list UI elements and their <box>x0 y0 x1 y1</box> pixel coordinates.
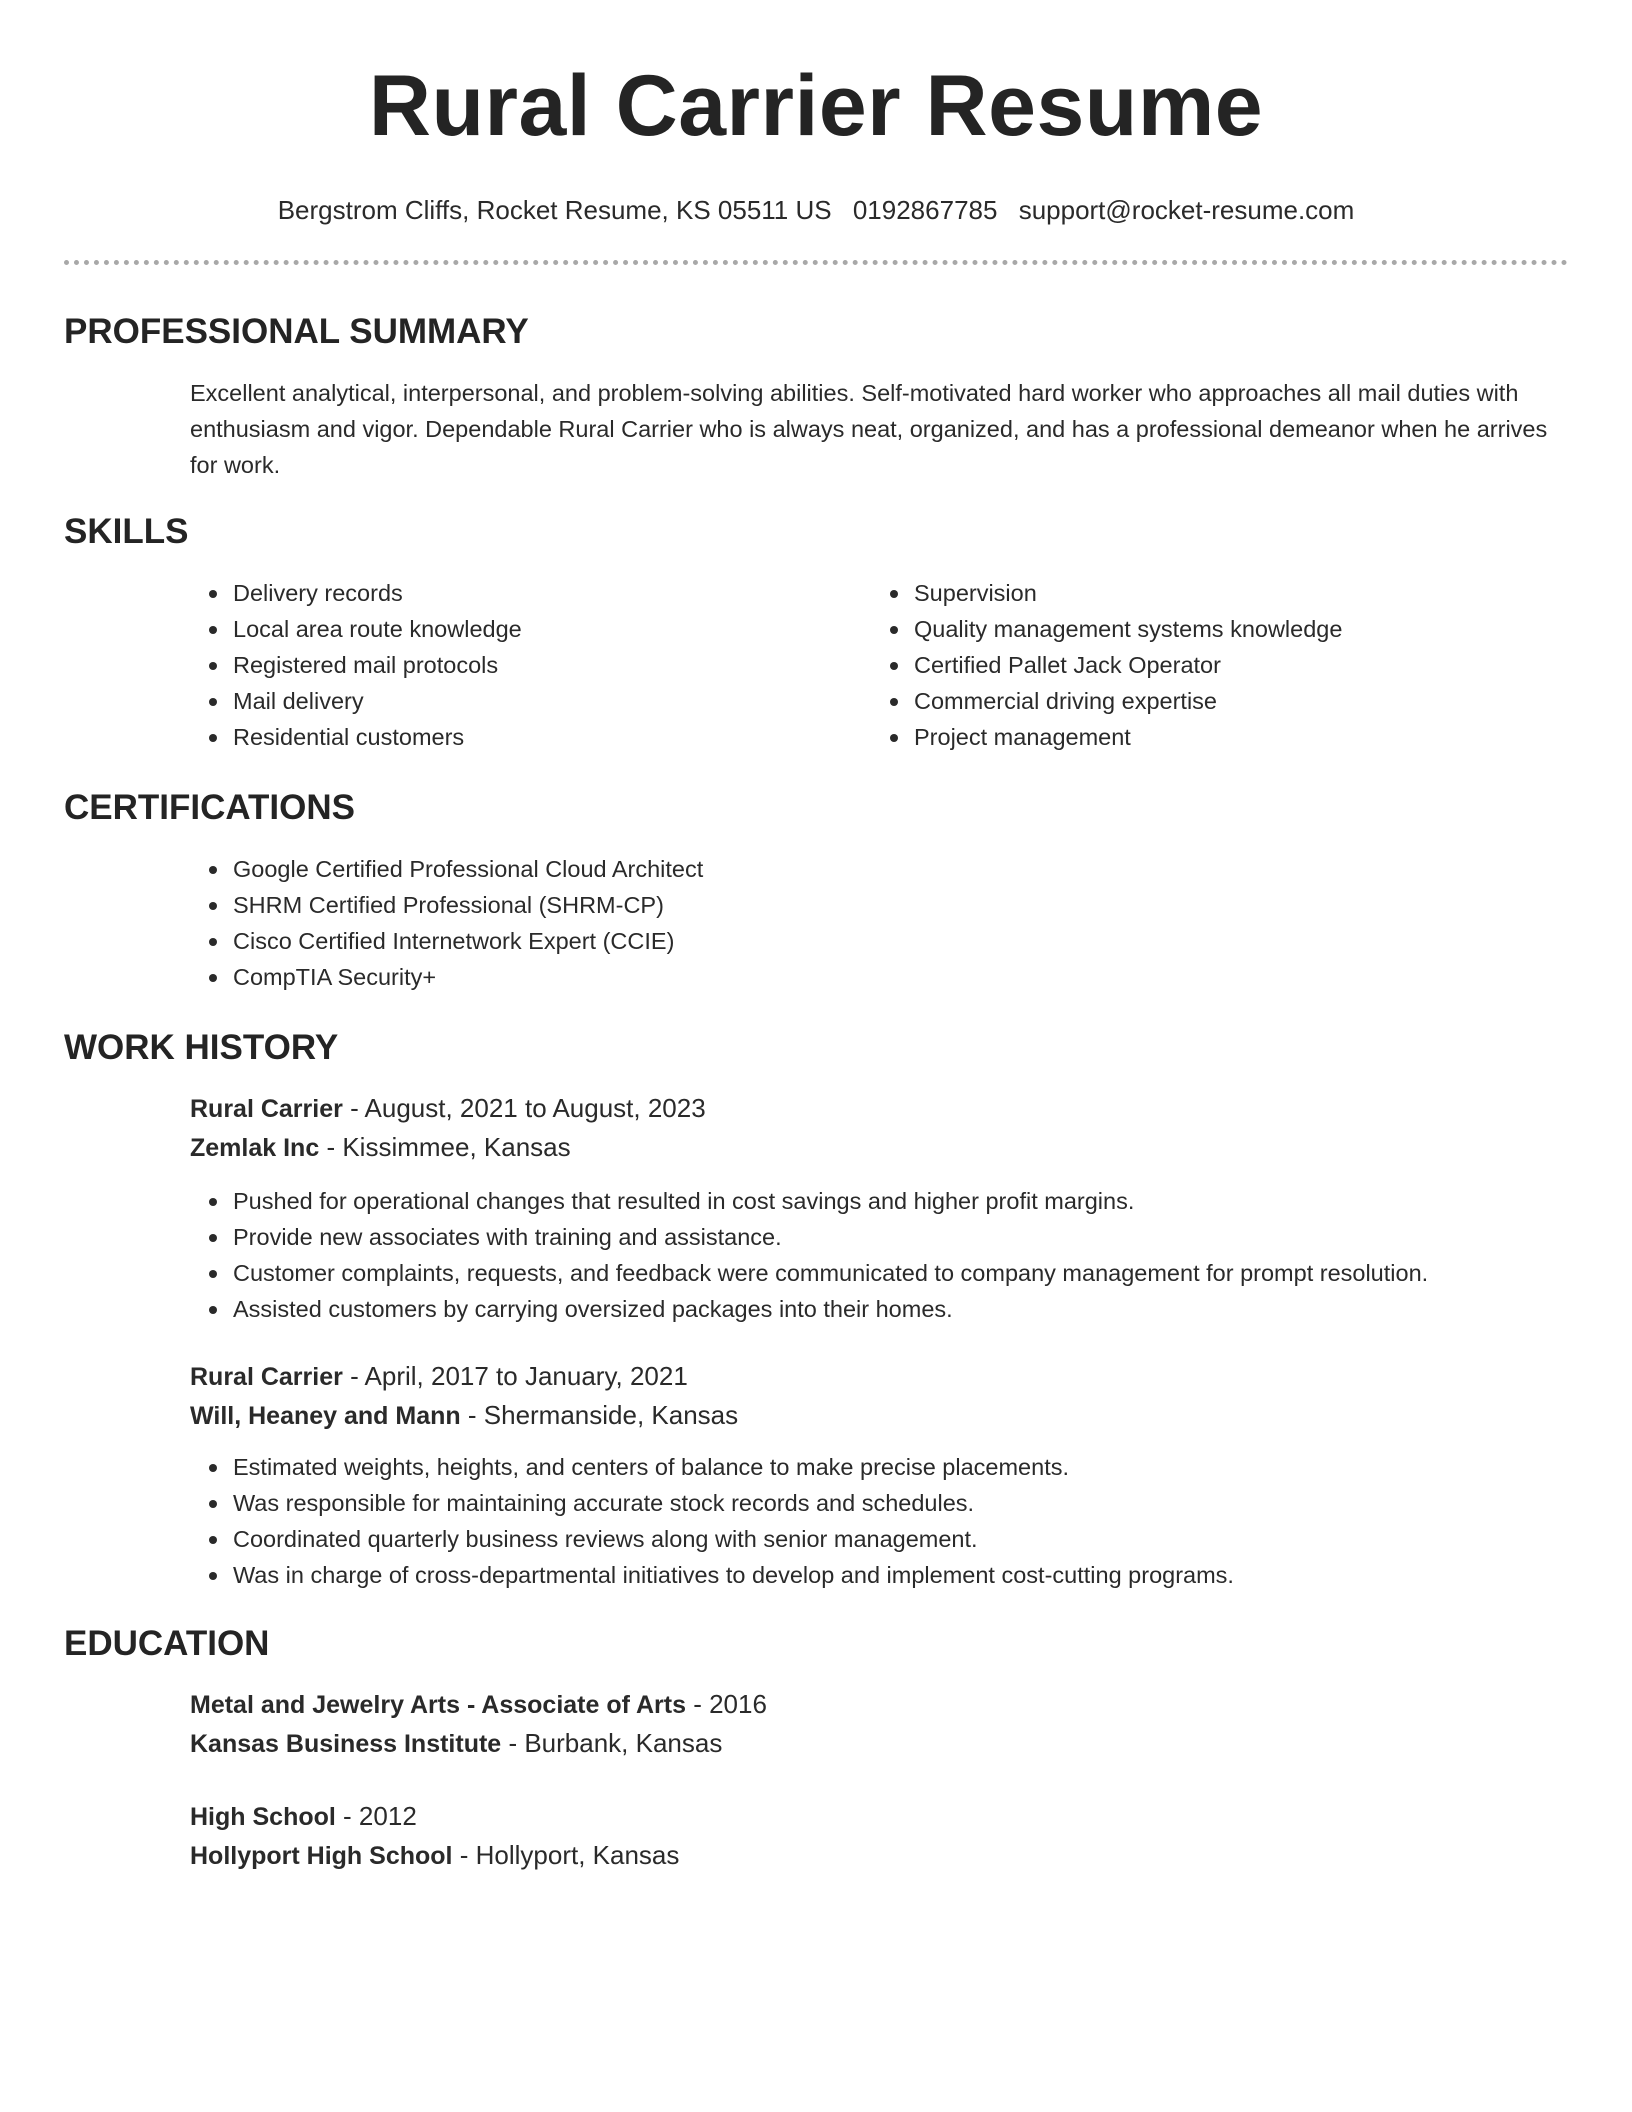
skill-item: Certified Pallet Jack Operator <box>914 647 1342 683</box>
skill-item: Mail delivery <box>233 683 914 719</box>
job-bullet: Was in charge of cross-departmental initiatives to develop and implement cost-cutting programs. <box>233 1557 1568 1593</box>
job-company: Will, Heaney and Mann <box>190 1402 461 1430</box>
education-degree: Metal and Jewelry Arts - Associate of Arts <box>190 1691 686 1719</box>
contact-line <box>64 194 1568 226</box>
skills-section <box>64 511 1568 755</box>
skill-item: Local area route knowledge <box>233 611 914 647</box>
summary-section <box>64 311 1568 483</box>
job-title-line <box>190 1357 1568 1396</box>
job-entry <box>64 1357 1568 1593</box>
job-bullet: Coordinated quarterly business reviews along with senior management. <box>233 1521 1568 1557</box>
certifications-list <box>64 851 1568 995</box>
section-title-work: WORK HISTORY <box>64 1028 339 1067</box>
skill-item: Residential customers <box>233 719 914 755</box>
skills-list-right <box>914 575 1342 755</box>
job-bullet: Was responsible for maintaining accurate stock records and schedules. <box>233 1485 1568 1521</box>
job-bullet: Provide new associates with training and assistance. <box>233 1219 1568 1255</box>
section-title-summary: PROFESSIONAL SUMMARY <box>64 312 529 351</box>
certifications-section <box>64 787 1568 995</box>
education-location: - Hollyport, Kansas <box>452 1840 680 1870</box>
skill-item: Project management <box>914 719 1342 755</box>
section-title-skills: SKILLS <box>64 512 189 551</box>
education-section <box>64 1623 1568 1875</box>
job-company-line <box>190 1396 1568 1435</box>
education-degree-line <box>190 1685 1568 1724</box>
education-location: - Burbank, Kansas <box>501 1728 723 1758</box>
education-school: Hollyport High School <box>190 1842 453 1870</box>
resume-title: Rural Carrier Resume <box>368 58 1264 154</box>
certification-item: Cisco Certified Internetwork Expert (CCIE) <box>233 923 1568 959</box>
section-title-education: EDUCATION <box>64 1624 270 1663</box>
job-entry <box>64 1089 1568 1327</box>
summary-text: Excellent analytical, interpersonal, and problem-solving abilities. Self-motivated hard worker who approaches all mail duties with enthusiasm and vigor. Dependable Rural Carrier who is always neat, organized, and has a professional demeanor when he arrives for work. <box>190 380 1548 478</box>
certification-item: Google Certified Professional Cloud Architect <box>233 851 1568 887</box>
education-school: Kansas Business Institute <box>190 1730 502 1758</box>
education-year: - 2012 <box>335 1801 417 1831</box>
certification-item: CompTIA Security+ <box>233 959 1568 995</box>
job-bullets <box>64 1449 1568 1593</box>
certification-item: SHRM Certified Professional (SHRM-CP) <box>233 887 1568 923</box>
skill-item: Registered mail protocols <box>233 647 914 683</box>
section-title-certifications: CERTIFICATIONS <box>64 788 356 827</box>
contact-phone: 0192867785 <box>852 195 998 225</box>
skill-item: Delivery records <box>233 575 914 611</box>
job-dates: - April, 2017 to January, 2021 <box>342 1361 688 1391</box>
education-school-line <box>190 1836 1568 1875</box>
job-bullet: Pushed for operational changes that resulted in cost savings and higher profit margins. <box>233 1183 1568 1219</box>
skill-item: Quality management systems knowledge <box>914 611 1342 647</box>
education-degree: High School <box>190 1803 336 1831</box>
education-degree-line <box>190 1797 1568 1836</box>
job-bullet: Estimated weights, heights, and centers of balance to make precise placements. <box>233 1449 1568 1485</box>
job-title-line <box>190 1089 1568 1128</box>
job-bullet: Assisted customers by carrying oversized packages into their homes. <box>233 1291 1568 1327</box>
contact-address: Bergstrom Cliffs, Rocket Resume, KS 05511 US <box>277 195 832 225</box>
job-company: Zemlak Inc <box>190 1134 320 1162</box>
job-title: Rural Carrier <box>190 1095 343 1123</box>
education-entry <box>64 1685 1568 1763</box>
skill-item: Commercial driving expertise <box>914 683 1342 719</box>
job-company-line <box>190 1128 1568 1167</box>
education-school-line <box>190 1724 1568 1763</box>
job-bullet: Customer complaints, requests, and feedback were communicated to company management for prompt resolution. <box>233 1255 1568 1291</box>
work-section <box>64 1027 1568 1593</box>
job-bullets <box>64 1183 1568 1327</box>
skill-item: Supervision <box>914 575 1342 611</box>
header-divider <box>64 260 1568 265</box>
skills-list-left <box>64 575 914 755</box>
job-location: - Shermanside, Kansas <box>460 1400 739 1430</box>
education-year: - 2016 <box>685 1689 767 1719</box>
job-title: Rural Carrier <box>190 1363 343 1391</box>
contact-email: support@rocket-resume.com <box>1018 195 1355 225</box>
job-location: - Kissimmee, Kansas <box>319 1132 571 1162</box>
education-entry <box>64 1797 1568 1875</box>
job-dates: - August, 2021 to August, 2023 <box>342 1093 706 1123</box>
